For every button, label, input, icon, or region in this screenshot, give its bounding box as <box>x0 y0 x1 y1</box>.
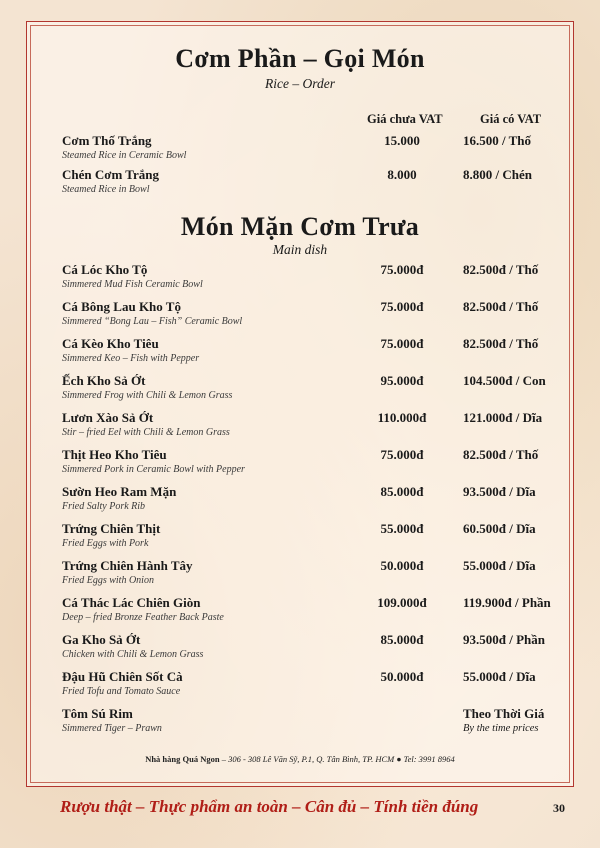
item-price-vat: 104.500đ / Con <box>463 373 546 388</box>
item-price: 75.000đ <box>380 336 424 351</box>
item-price-vat: 16.500 / Thố <box>463 133 532 148</box>
item-description: Steamed Rice in Bowl <box>62 184 150 195</box>
item-description: Fried Eggs with Onion <box>62 575 154 586</box>
item-description: Simmered Mud Fish Ceramic Bowl <box>62 279 203 290</box>
menu-item <box>62 484 582 518</box>
item-name: Ga Kho Sả Ớt <box>62 632 141 647</box>
item-price-vat: 93.500đ / Phần <box>463 632 545 647</box>
item-name: Lươn Xào Sả Ớt <box>62 410 154 425</box>
section-subtitle-rice: Rice – Order <box>265 76 335 91</box>
item-price-vat: 60.500đ / Dĩa <box>463 521 536 536</box>
item-name: Sườn Heo Ram Mặn <box>62 484 177 499</box>
item-price-vat: 82.500đ / Thố <box>463 299 539 314</box>
item-price-vat: 119.900đ / Phần <box>463 595 551 610</box>
column-header-price-no-vat: Giá chưa VAT <box>367 112 443 126</box>
item-description: Stir – fried Eel with Chili & Lemon Grass <box>62 427 230 438</box>
item-price-vat: 82.500đ / Thố <box>463 447 539 462</box>
menu-item <box>62 669 582 703</box>
menu-item <box>62 447 582 481</box>
item-price-note: By the time prices <box>463 723 539 734</box>
item-description: Simmered “Bong Lau – Fish” Ceramic Bowl <box>62 316 243 327</box>
item-name: Đậu Hũ Chiên Sốt Cà <box>62 669 183 684</box>
item-name: Cơm Thố Trắng <box>62 133 152 148</box>
restaurant-address: – 306 - 308 Lê Văn Sỹ, P.1, Q. Tân Bình, TP. HCM ● Tel: 3991 8964 <box>219 754 455 764</box>
section-title-main-dish: Món Mặn Cơm Trưa <box>180 212 420 241</box>
item-description: Fried Salty Pork Rib <box>62 501 146 512</box>
item-name: Tôm Sú Rim <box>62 706 133 721</box>
item-price: 95.000đ <box>380 373 424 388</box>
item-price-vat: 93.500đ / Dĩa <box>463 484 536 499</box>
item-description: Simmered Keo – Fish with Pepper <box>62 353 200 364</box>
item-price: 110.000đ <box>377 410 427 425</box>
item-name: Cá Thác Lác Chiên Giòn <box>62 595 201 610</box>
item-description: Fried Eggs with Pork <box>62 538 149 549</box>
item-price: 55.000đ <box>380 521 424 536</box>
item-description: Steamed Rice in Ceramic Bowl <box>62 150 187 161</box>
item-price-vat: Theo Thời Giá <box>463 706 545 721</box>
menu-item <box>62 706 582 740</box>
menu-item <box>62 521 582 555</box>
item-price-vat: 55.000đ / Dĩa <box>463 558 536 573</box>
item-price: 109.000đ <box>377 595 427 610</box>
item-price-vat: 55.000đ / Dĩa <box>463 669 536 684</box>
item-price: 85.000đ <box>380 632 424 647</box>
page-number: 30 <box>553 801 565 815</box>
item-price: 85.000đ <box>380 484 424 499</box>
menu-item <box>62 167 582 201</box>
item-name: Cá Kèo Kho Tiêu <box>62 336 159 351</box>
menu-item <box>62 595 582 629</box>
menu-item <box>62 632 582 666</box>
item-name: Thịt Heo Kho Tiêu <box>62 447 167 462</box>
item-name: Cá Lóc Kho Tộ <box>62 262 148 277</box>
item-description: Chicken with Chili & Lemon Grass <box>62 649 204 660</box>
menu-item <box>62 558 582 592</box>
column-header-price-vat: Giá có VAT <box>480 112 542 126</box>
footer-slogan: Rượu thật – Thực phẩm an toàn – Cân đủ – Tính tiền đúng <box>60 797 479 816</box>
item-price: 50.000đ <box>380 669 424 684</box>
item-description: Deep – fried Bronze Feather Back Paste <box>62 612 224 623</box>
footer-address <box>0 754 600 764</box>
item-name: Chén Cơm Trắng <box>62 167 160 182</box>
restaurant-name: Nhà hàng Quá Ngon <box>145 754 220 764</box>
menu-item <box>62 373 582 407</box>
item-price-vat: 121.000đ / Dĩa <box>463 410 543 425</box>
item-description: Simmered Pork in Ceramic Bowl with Pepper <box>62 464 245 475</box>
item-price-vat: 8.800 / Chén <box>463 167 532 182</box>
item-price-vat: 82.500đ / Thố <box>463 336 539 351</box>
item-name: Trứng Chiên Thịt <box>62 521 161 536</box>
item-description: Simmered Tiger – Prawn <box>62 723 162 734</box>
menu-item <box>62 299 582 333</box>
menu-item <box>62 336 582 370</box>
item-name: Ếch Kho Sả Ớt <box>62 373 146 388</box>
item-price-vat: 82.500đ / Thố <box>463 262 539 277</box>
menu-item <box>62 262 582 296</box>
item-description: Simmered Frog with Chili & Lemon Grass <box>62 390 233 401</box>
item-name: Cá Bông Lau Kho Tộ <box>62 299 181 314</box>
item-price: 15.000 <box>384 133 420 148</box>
item-name: Trứng Chiên Hành Tây <box>62 558 193 573</box>
item-price: 75.000đ <box>380 262 424 277</box>
item-price: 75.000đ <box>380 299 424 314</box>
item-description: Fried Tofu and Tomato Sauce <box>62 686 181 697</box>
menu-item <box>62 133 582 167</box>
item-price: 75.000đ <box>380 447 424 462</box>
section-subtitle-main-dish: Main dish <box>272 242 328 257</box>
section-title-rice: Cơm Phần – Gọi Món <box>175 44 425 73</box>
menu-item <box>62 410 582 444</box>
item-price: 8.000 <box>387 167 417 182</box>
item-price: 50.000đ <box>380 558 424 573</box>
